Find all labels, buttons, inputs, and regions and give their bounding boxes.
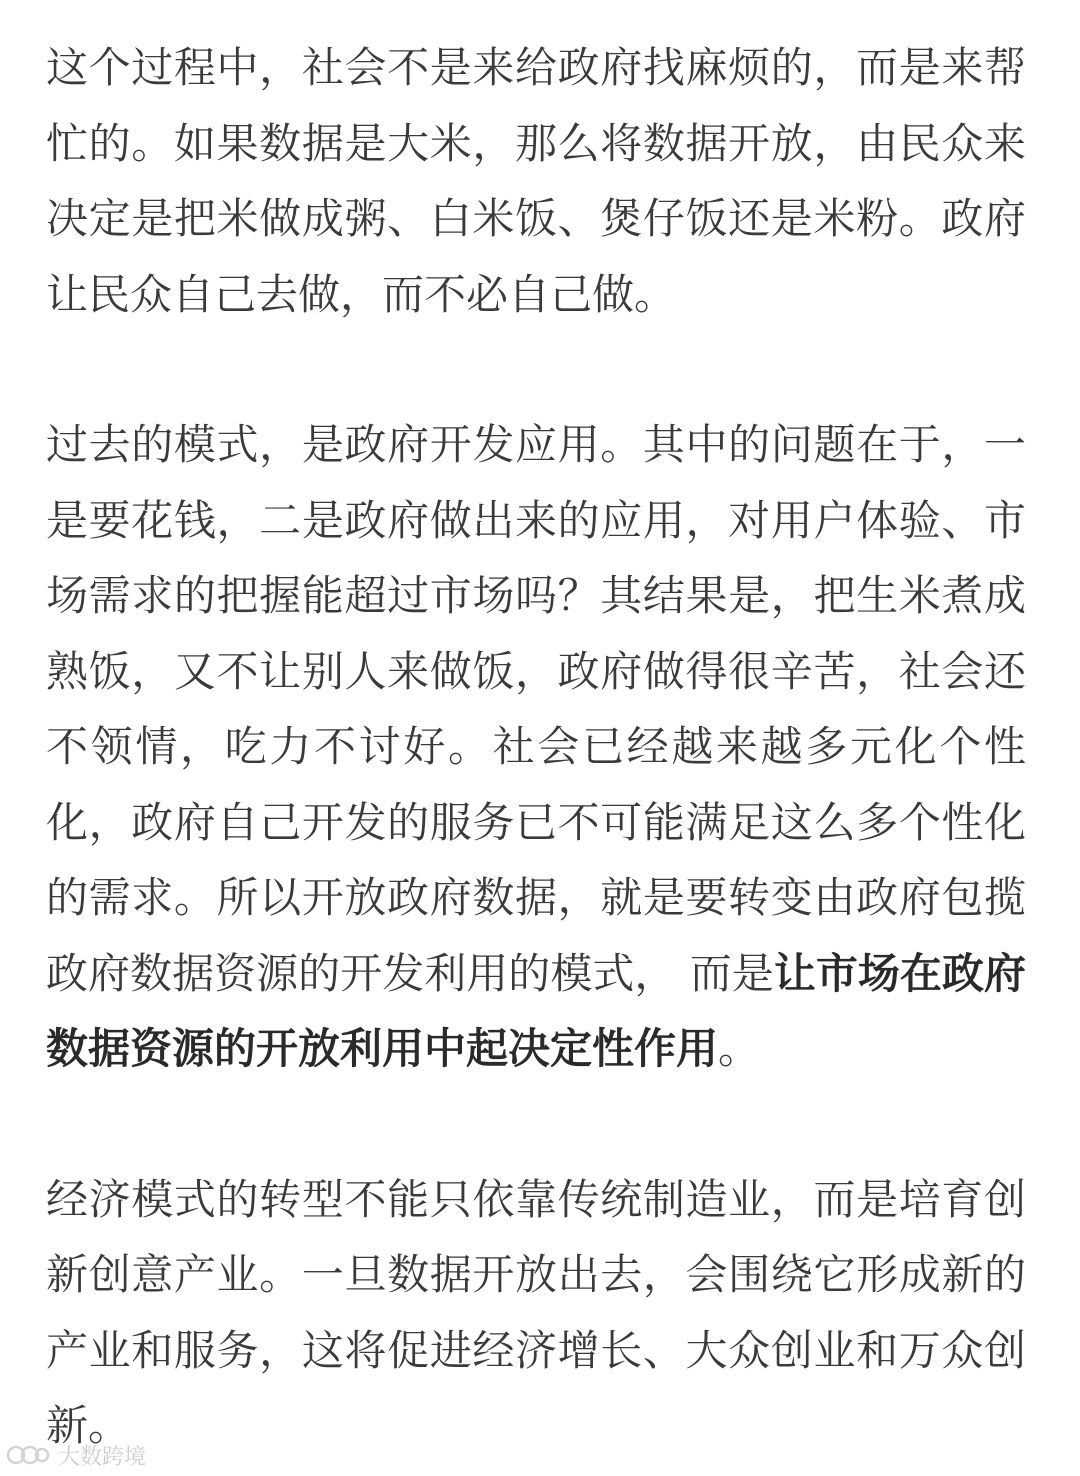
paragraph-1 [46,30,1026,332]
article-body [46,30,1026,1464]
paragraph-2-text: 过去的模式，是政府开发应用。其中的问题在于，一是要花钱，二是政府做出来的应用，对用户体验、市场需求的把握能超过市场吗？其结果是，把生米煮成熟饭，又不让别人来做饭，政府做得很辛苦，社会还不领情，吃力不讨好。社会已经越来越多元化个性化，政府自己开发的服务已不可能满足这么多个性化的需求。所以开放政府数据，就是要转变由政府包揽政府数据资源的开发利用的模式， 而是 [46,420,1026,998]
paragraph-3-text: 经济模式的转型不能只依靠传统制造业，而是培育创新创意产业。一旦数据开放出去，会围绕它形成新的产业和服务，这将促进经济增长、大众创业和万众创新。 [46,1174,1026,1450]
paragraph-2-emphasis: 让市场在政府数据资源的开放利用中起决定性作用 [46,948,1026,1073]
watermark [6,1440,146,1470]
watermark-text: 大数跨境 [58,1444,147,1470]
paragraph-3 [46,1162,1026,1464]
brand-logo-icon [6,1442,52,1468]
paragraph-2 [46,407,1026,1087]
paragraph-2-tail: 。 [718,1024,761,1073]
paragraph-1-text: 这个过程中，社会不是来给政府找麻烦的，而是来帮忙的。如果数据是大米，那么将数据开放，由民众来决定是把米做成粥、白米饭、煲仔饭还是米粉。政府让民众自己去做，而不必自己做。 [46,43,1026,319]
